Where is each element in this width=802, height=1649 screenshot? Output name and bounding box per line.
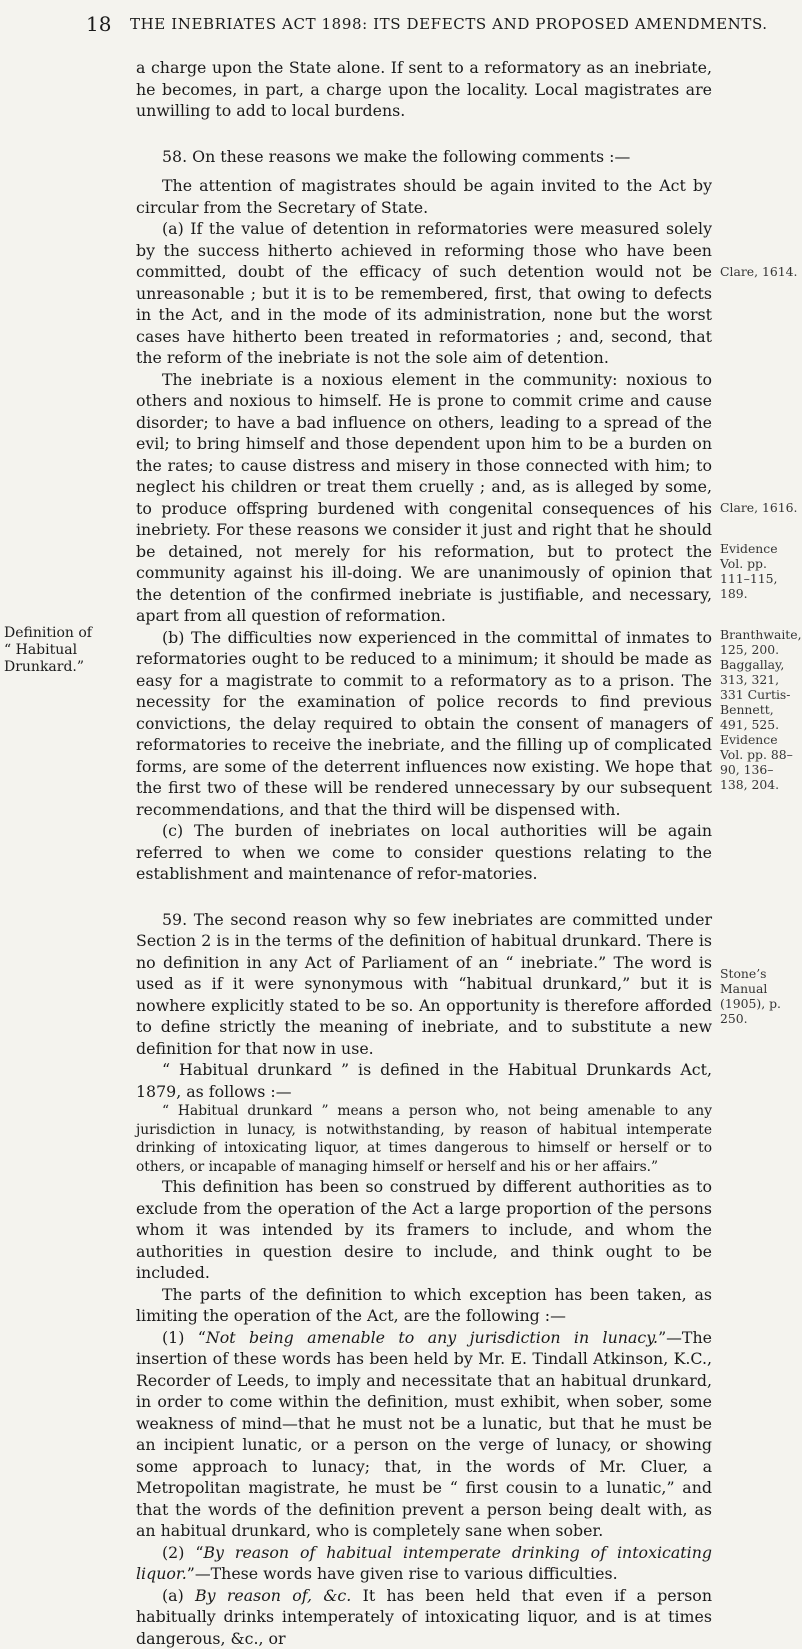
paragraph: The parts of the definition to which exception has been taken, as limiting the operation of the Act, are the following :— <box>136 1284 712 1327</box>
paragraph: “ Habitual drunkard ” is defined in the Habitual Drunkards Act, 1879, as follows :— <box>136 1059 712 1102</box>
paragraph: (1) “Not being amenable to any jurisdiction in lunacy.”—The insertion of these words has been held by Mr. E. Tindall Atkinson, K.C., Recorder of Leeds, to imply and necessitate that an habitual drunkard, in order to come within the definition, must exhibit, when sober, some weakness of mind—that he must not be a lunatic, but that he must be an incipient lunatic, or a person on the verge of lunacy, or showing some approach to lunacy; that, in the words of Mr. Cluer, a Metropolitan magistrate, he must be “ first cousin to a lunatic,” and that the words of the definition prevent a person being dealt with, as an habitual drunkard, who is completely sane when sober. <box>136 1327 712 1542</box>
margin-heading-definition: Definition of “ Habitual Drunkard.” <box>4 625 99 676</box>
margin-note: Clare, 1616. <box>720 500 798 515</box>
paragraph: (c) The burden of inebriates on local authorities will be again referred to when we come to consider questions relating to the establishment and maintenance of refor-matories. <box>136 820 712 885</box>
running-head: THE INEBRIATES ACT 1898: ITS DEFECTS AND PROPOSED AMENDMENTS. <box>130 15 768 33</box>
definition-quote: “ Habitual drunkard ” means a person who, not being amenable to any jurisdiction in lunacy, is notwithstanding, by reason of habitual intemperate drinking of intoxicating liquor, at times dangerous to himself or herself or to others, or incapable of managing himself or herself and his or her affairs.” <box>136 1102 712 1176</box>
paragraph: The inebriate is a noxious element in the community: noxious to others and noxious to himself. He is prone to commit crime and cause disorder; to have a bad influence on others, leading to a spread of the evil; to bring himself and those dependent upon him to be a burden on the rates; to cause distress and misery in those connected with him; to neglect his children or treat them cruelly ; and, as is alleged by some, to produce offspring burdened with congenital consequences of his inebriety. For these reasons we consider it just and right that he should be detained, not merely for his reformation, but to protect the community against his ill-doing. We are unanimously of opinion that the detention of the confirmed inebriate is justifiable, and necessary, apart from all question of reformation. <box>136 369 712 627</box>
section-58: 58. On these reasons we make the following comments :— <box>136 146 712 168</box>
margin-note: Clare, 1614. <box>720 264 798 279</box>
page-number: 18 <box>86 12 111 36</box>
section-59: 59. The second reason why so few inebriates are committed under Section 2 is in the terms of the definition of habitual drunkard. There is no definition in any Act of Parliament of an “ inebriate.” The word is used as if it were synonymous with “habitual drunkard,” but it is nowhere explicitly stated to be so. An opportunity is therefore afforded to define strictly the meaning of inebriate, and to substitute a new definition for that now in use. <box>136 909 712 1060</box>
margin-note: Evidence Vol. pp. 111–115, 189. <box>720 541 798 601</box>
body-text <box>136 57 712 1649</box>
page-header <box>86 12 786 42</box>
paragraph: (a) If the value of detention in reformatories were measured solely by the success hitherto achieved in reforming those who have been committed, doubt of the efficacy of such detention would not be unreasonable ; but it is to be remembered, first, that owing to defects in the Act, and in the mode of its administration, none but the worst cases have hitherto been treated in reformatories ; and, second, that the reform of the inebriate is not the sole aim of detention. <box>136 218 712 369</box>
margin-note: Stone’s Manual (1905), p. 250. <box>720 966 798 1026</box>
paragraph: (a) By reason of, &c. It has been held that even if a person habitually drinks intemperately of intoxicating liquor, and is at times dangerous, &c., or <box>136 1585 712 1649</box>
paragraph: a charge upon the State alone. If sent to a reformatory as an inebriate, he becomes, in part, a charge upon the locality. Local magistrates are unwilling to add to local burdens. <box>136 57 712 122</box>
paragraph: (b) The difficulties now experienced in the committal of inmates to reformatories ought to be reduced to a minimum; it should be made as easy for a magistrate to commit to a reformatory as to a prison. The necessity for the examination of police records to find previous convictions, the delay required to obtain the consent of managers of reformatories to receive the inebriate, and the filling up of complicated forms, are some of the deterrent influences now existing. We hope that the first two of these will be rendered unnecessary by our subsequent recommendations, and that the third will be dispensed with. <box>136 627 712 821</box>
margin-note: Branthwaite, 125, 200. Baggallay, 313, 321, 331 Curtis-Bennett, 491, 525. Evidence Vol. pp. 88–90, 136–138, 204. <box>720 627 798 792</box>
paragraph: (2) “By reason of habitual intemperate drinking of intoxicating liquor.”—These words have given rise to various difficulties. <box>136 1542 712 1585</box>
paragraph: The attention of magistrates should be again invited to the Act by circular from the Secretary of State. <box>136 175 712 218</box>
paragraph: This definition has been so construed by different authorities as to exclude from the operation of the Act a large proportion of the persons whom it was intended by its framers to include, and whom the authorities in question desire to include, and think ought to be included. <box>136 1176 712 1284</box>
